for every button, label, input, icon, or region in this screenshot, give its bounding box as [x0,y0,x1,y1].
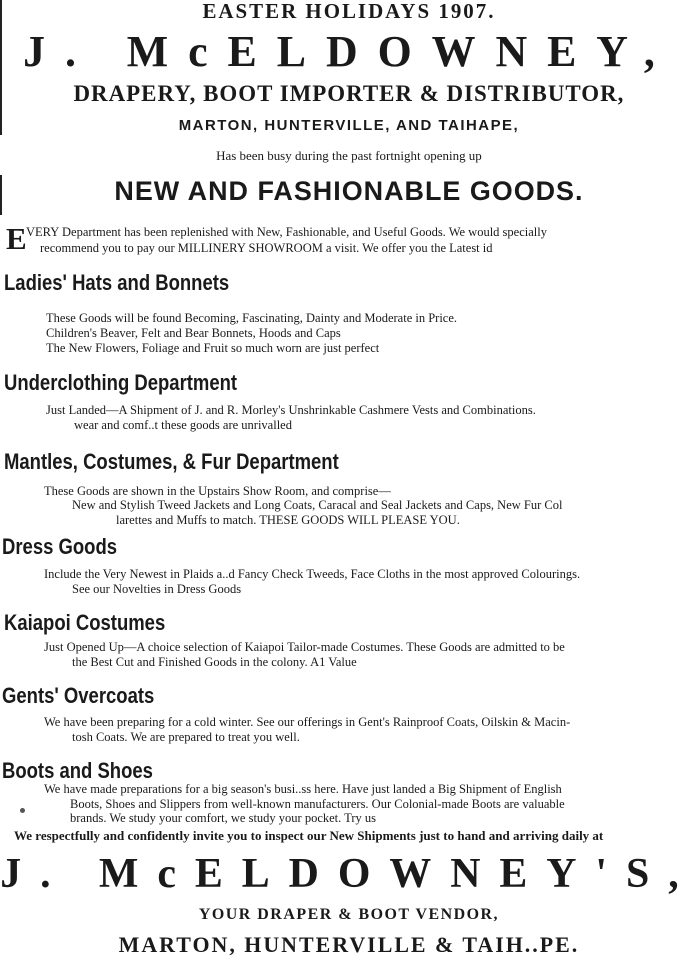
section-line: These Goods will be found Becoming, Fascinating, Dainty and Moderate in Price. [46,311,458,325]
drop-cap: E [6,221,27,256]
section-heading-kaiapoi: Kaiapoi Costumes [4,610,166,635]
section-line: Boots, Shoes and Slippers from well-known manufacturers. Our Colonial-made Boots are valuable [70,797,565,811]
goods-headline: NEW AND FASHIONABLE GOODS. [114,176,584,206]
print-speck [20,808,25,813]
date-line: EASTER HOLIDAYS 1907. [202,0,496,23]
section-line: brands. We study your comfort, we study your pocket. Try us [70,811,377,825]
trade-line: DRAPERY, BOOT IMPORTER & DISTRIBUTOR, [73,81,625,106]
towns-line: MARTON, HUNTERVILLE, AND TAIHAPE, [178,117,520,134]
section-line: New and Stylish Tweed Jackets and Long Coats, Caracal and Seal Jackets and Caps, New Fur Col [72,498,563,512]
section-line: These Goods are shown in the Upstairs Show Room, and comprise— [44,484,391,498]
section-line: See our Novelties in Dress Goods [72,582,242,596]
section-heading-boots-shoes: Boots and Shoes [2,758,153,783]
intro-line: VERY Department has been replenished with New, Fashionable, and Useful Goods. We would specially [26,225,547,239]
merchant-name: J. McELDOWNEY, [23,27,675,76]
section-line: We have made preparations for a big season's busi..ss here. Have just landed a Big Shipment of English [44,782,562,796]
section-heading-ladies-hats: Ladies' Hats and Bonnets [4,270,230,295]
section-line: Children's Beaver, Felt and Bear Bonnets, Hoods and Caps [46,326,341,340]
section-line: wear and comf..t these goods are unrivalled [74,418,292,432]
invitation-line: We respectfully and confidently invite you to inspect our New Shipments just to hand and arriving daily at [14,828,604,843]
section-heading-underclothing: Underclothing Department [4,370,238,395]
section-heading-dress-goods: Dress Goods [2,534,118,559]
vendor-line: YOUR DRAPER & BOOT VENDOR, [198,906,500,923]
footer-towns-line: MARTON, HUNTERVILLE & TAIH..PE. [118,932,580,957]
section-heading-mantles: Mantles, Costumes, & Fur Department [4,449,339,474]
section-line: We have been preparing for a cold winter. See our offerings in Gent's Rainproof Coats, Oilskin & Macin- [44,715,571,729]
section-line: tosh Coats. We are prepared to treat you well. [72,730,300,744]
busy-line: Has been busy during the past fortnight opening up [216,148,482,163]
section-heading-gents-overcoats: Gents' Overcoats [2,683,155,708]
intro-line: recommend you to pay our MILLINERY SHOWROOM a visit. We offer you the Latest id [40,241,493,255]
section-line: Just Opened Up—A choice selection of Kaiapoi Tailor-made Costumes. These Goods are admitted to be [44,640,565,654]
section-line: Just Landed—A Shipment of J. and R. Morley's Unshrinkable Cashmere Vests and Combinations. [46,403,536,417]
section-line: larettes and Muffs to match. THESE GOODS WILL PLEASE YOU. [116,513,460,527]
section-line: The New Flowers, Foliage and Fruit so much worn are just perfect [46,341,380,355]
section-line: the Best Cut and Finished Goods in the colony. A1 Value [72,655,357,669]
footer-merchant-name: J. McELDOWNEY'S, [0,851,698,897]
section-line: Include the Very Newest in Plaids a..d Fancy Check Tweeds, Face Cloths in the most approved Colourings. [44,567,581,581]
